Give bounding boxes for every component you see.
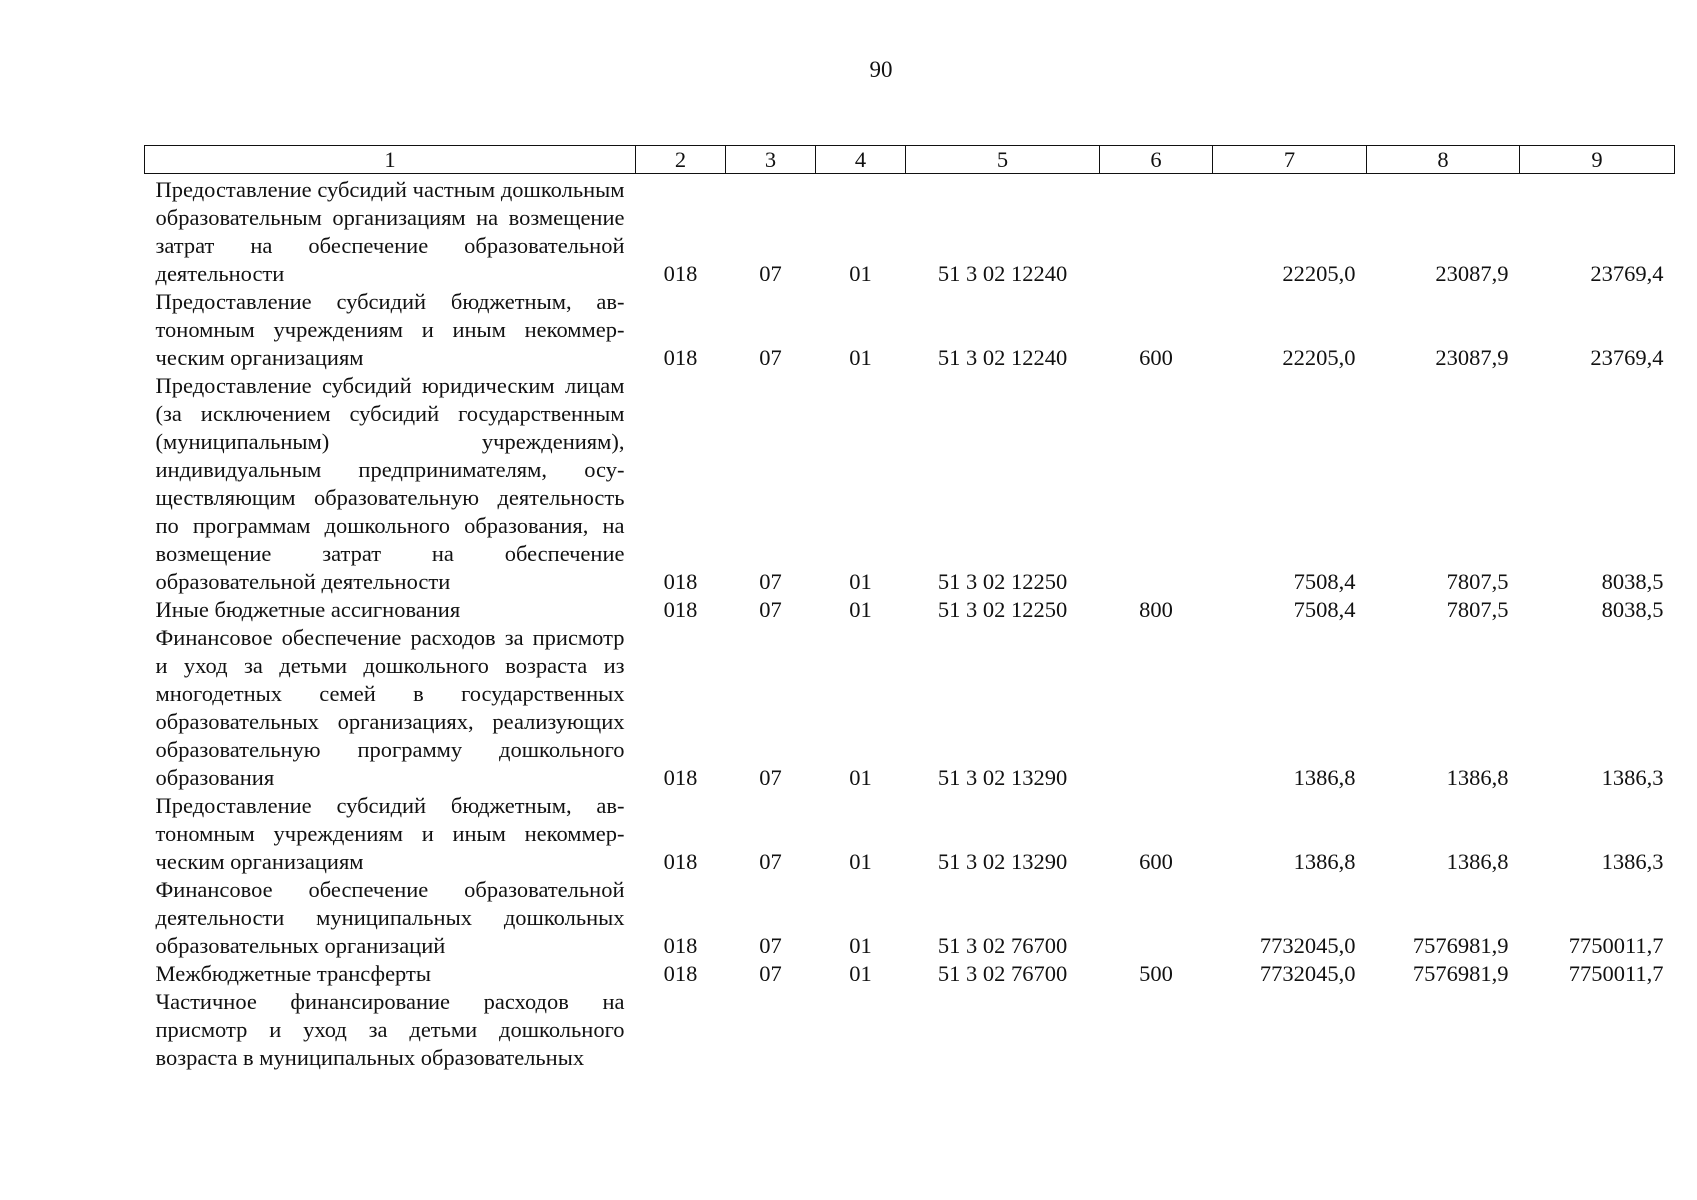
cell-year3: 1386,3 <box>1601 849 1664 874</box>
cell-year2 <box>1367 988 1520 1072</box>
table-row <box>145 988 1675 1072</box>
cell-ved <box>636 988 726 1072</box>
row-name: Финансовое обеспечение образовательной деятельности муниципальных дошкольных образовательных организаций <box>155 877 625 958</box>
row-name: Предоставление субсидий юридическим лицам (за исключением субсидий государственным (муниципальным) учреждениям), индивидуальным предпринимателям, осуществляющим образовательную деятельность по программам дошкольного образования, на возмещение затрат на обеспечение образовательной деятельности <box>155 373 625 594</box>
column-header: 4 <box>816 146 906 174</box>
cell-year1: 22205,0 <box>1282 345 1356 370</box>
table-row <box>145 876 1675 960</box>
cell-year2: 7807,5 <box>1446 569 1509 594</box>
row-name: Предоставление субсидий бюджетным, автономным учреждениям и иным некоммерческим организациям <box>155 289 625 370</box>
cell-vr: 600 <box>1139 345 1173 370</box>
cell-pr: 01 <box>849 765 872 790</box>
row-name: Предоставление субсидий бюджетным, автономным учреждениям и иным некоммерческим организациям <box>155 793 625 874</box>
cell-ved: 018 <box>663 345 698 370</box>
cell-ved: 018 <box>663 261 698 286</box>
cell-year2: 23087,9 <box>1435 345 1509 370</box>
cell-ved: 018 <box>663 933 698 958</box>
cell-year3: 7750011,7 <box>1568 961 1664 986</box>
cell-vr: 500 <box>1139 961 1173 986</box>
cell-vr <box>1100 372 1213 596</box>
cell-rz: 07 <box>759 933 782 958</box>
cell-csr: 51 3 02 13290 <box>937 849 1068 874</box>
cell-year3: 8038,5 <box>1601 597 1664 622</box>
cell-csr: 51 3 02 12250 <box>937 569 1068 594</box>
header-row <box>145 146 1675 174</box>
cell-ved: 018 <box>663 961 698 986</box>
cell-year1: 7732045,0 <box>1259 961 1356 986</box>
cell-year1: 1386,8 <box>1293 765 1356 790</box>
cell-year1: 7508,4 <box>1293 597 1356 622</box>
cell-vr <box>1100 876 1213 960</box>
cell-ved: 018 <box>663 597 698 622</box>
cell-year3: 23769,4 <box>1590 261 1664 286</box>
cell-pr: 01 <box>849 933 872 958</box>
cell-rz <box>726 988 816 1072</box>
cell-year2: 7576981,9 <box>1412 933 1509 958</box>
column-header: 7 <box>1213 146 1367 174</box>
row-name: Частичное финансирование расходов на присмотр и уход за детьми дошкольного возраста в муниципальных образовательных <box>155 989 625 1070</box>
column-header: 2 <box>636 146 726 174</box>
cell-ved: 018 <box>663 849 698 874</box>
cell-csr: 51 3 02 12240 <box>937 345 1068 370</box>
cell-rz: 07 <box>759 569 782 594</box>
cell-csr <box>906 988 1100 1072</box>
cell-pr: 01 <box>849 261 872 286</box>
cell-pr: 01 <box>849 597 872 622</box>
cell-year2: 7576981,9 <box>1412 961 1509 986</box>
page-number: 90 <box>869 57 893 82</box>
cell-year1: 7732045,0 <box>1259 933 1356 958</box>
cell-year1: 1386,8 <box>1293 849 1356 874</box>
column-header: 5 <box>906 146 1100 174</box>
row-name: Предоставление субсидий частным дошкольным образовательным организациям на возмещение затрат на обеспечение образовательной деятельности <box>155 177 625 286</box>
cell-ved: 018 <box>663 765 698 790</box>
cell-vr <box>1100 624 1213 792</box>
cell-vr <box>1100 988 1213 1072</box>
cell-year3: 1386,3 <box>1601 765 1664 790</box>
cell-vr <box>1100 174 1213 289</box>
cell-pr <box>816 988 906 1072</box>
table-row <box>145 792 1675 876</box>
table-row <box>145 372 1675 596</box>
table-row <box>145 174 1675 289</box>
cell-vr: 800 <box>1139 597 1173 622</box>
table-row <box>145 288 1675 372</box>
column-header: 3 <box>726 146 816 174</box>
cell-rz: 07 <box>759 345 782 370</box>
cell-year2: 1386,8 <box>1446 765 1509 790</box>
cell-year1: 7508,4 <box>1293 569 1356 594</box>
row-name: Межбюджетные трансферты <box>155 961 431 986</box>
cell-csr: 51 3 02 12250 <box>937 597 1068 622</box>
cell-pr: 01 <box>849 345 872 370</box>
column-header: 9 <box>1520 146 1675 174</box>
cell-year2: 7807,5 <box>1446 597 1509 622</box>
cell-year3: 7750011,7 <box>1568 933 1664 958</box>
cell-pr: 01 <box>849 849 872 874</box>
cell-rz: 07 <box>759 597 782 622</box>
column-header: 1 <box>145 146 636 174</box>
cell-pr: 01 <box>849 961 872 986</box>
table-row <box>145 624 1675 792</box>
cell-csr: 51 3 02 13290 <box>937 765 1068 790</box>
cell-year2: 23087,9 <box>1435 261 1509 286</box>
table-row <box>145 960 1675 988</box>
cell-rz: 07 <box>759 765 782 790</box>
cell-rz: 07 <box>759 849 782 874</box>
cell-year3: 8038,5 <box>1601 569 1664 594</box>
cell-year1: 22205,0 <box>1282 261 1356 286</box>
cell-year2: 1386,8 <box>1446 849 1509 874</box>
cell-year3: 23769,4 <box>1590 345 1664 370</box>
cell-csr: 51 3 02 12240 <box>937 261 1068 286</box>
cell-year1 <box>1213 988 1367 1072</box>
cell-vr: 600 <box>1139 849 1173 874</box>
cell-ved: 018 <box>663 569 698 594</box>
column-header: 8 <box>1367 146 1520 174</box>
table-row <box>145 596 1675 624</box>
cell-rz: 07 <box>759 961 782 986</box>
cell-csr: 51 3 02 76700 <box>937 933 1068 958</box>
cell-year3 <box>1520 988 1675 1072</box>
cell-csr: 51 3 02 76700 <box>937 961 1068 986</box>
cell-pr: 01 <box>849 569 872 594</box>
row-name: Иные бюджетные ассигнования <box>155 597 461 622</box>
cell-rz: 07 <box>759 261 782 286</box>
column-header: 6 <box>1100 146 1213 174</box>
row-name: Финансовое обеспечение расходов за присмотр и уход за детьми дошкольного возраста из многодетных семей в государственных образовательных организациях, реализующих образовательную программу дошкольного образования <box>155 625 625 790</box>
budget-table <box>144 145 1675 1072</box>
